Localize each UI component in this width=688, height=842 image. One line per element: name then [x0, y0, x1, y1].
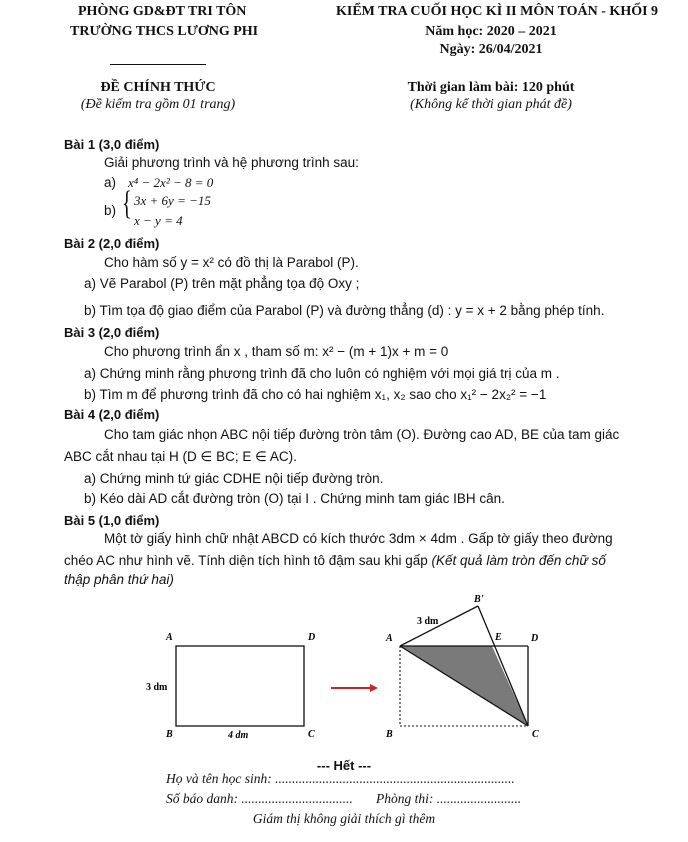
proctor-note: Giám thị không giải thích gì thêm	[252, 811, 436, 826]
exam-duration: Thời gian làm bài: 120 phút	[407, 80, 575, 95]
bai5-note-italic: (Kết quả làm tròn đến chữ số	[427, 553, 606, 568]
right-label-D: D	[531, 633, 539, 644]
dept-name: PHÒNG GD&ĐT TRI TÔN	[78, 4, 247, 19]
bai1-b-eq2: x − y = 4	[134, 213, 183, 228]
exam-title: KIỂM TRA CUỐI HỌC KÌ II MÔN TOÁN - KHỐI 9	[336, 4, 659, 19]
fold-length-label: 3 dm	[417, 616, 439, 627]
student-name-line: Họ và tên học sinh: .......................................................................	[166, 771, 515, 786]
right-label-E: E	[495, 632, 502, 643]
bai3-a: a) Chứng minh rằng phương trình đã cho luôn có nghiệm với mọi giá trị của m .	[84, 366, 560, 381]
left-bottom-length: 4 dm	[228, 730, 249, 741]
right-label-A: A	[386, 633, 393, 644]
bai2-b: b) Tìm tọa độ giao điểm của Parabol (P) và đường thẳng (d) : y = x + 2 bằng phép tính.	[84, 303, 605, 318]
bai5-line3: thập phân thứ hai)	[64, 572, 174, 587]
bai1-a-equation: x⁴ − 2x² − 8 = 0	[128, 175, 214, 190]
bai4-a: a) Chứng minh tứ giác CDHE nội tiếp đường tròn.	[84, 471, 384, 486]
bai5-line2: chéo AC như hình vẽ. Tính diện tích hình tô đậm sau khi gấp (Kết quả làm tròn đến chữ số	[64, 553, 606, 568]
exam-date: Ngày: 26/04/2021	[439, 42, 543, 57]
bai1-a-label: a)	[104, 175, 117, 190]
right-label-B: B	[386, 729, 393, 740]
bai4-intro-line2: ABC cắt nhau tại H (D ∈ BC; E ∈ AC).	[64, 449, 297, 464]
left-label-A: A	[166, 632, 173, 643]
bai1-title: Bài 1 (3,0 điểm)	[64, 137, 160, 152]
bai4-intro-line1: Cho tam giác nhọn ABC nội tiếp đường tròn tâm (O). Đường cao AD, BE của tam giác	[104, 427, 620, 442]
bai2-title: Bài 2 (2,0 điểm)	[64, 236, 160, 251]
bai5-line1: Một tờ giấy hình chữ nhật ABCD có kích thước 3dm × 4dm . Gấp tờ giấy theo đường	[104, 531, 613, 546]
bai4-b: b) Kéo dài AD cắt đường tròn (O) tại I . Chứng minh tam giác IBH cân.	[84, 491, 505, 506]
bai1-intro: Giải phương trình và hệ phương trình sau:	[104, 155, 359, 170]
end-marker: --- Hết ---	[316, 758, 372, 773]
folded-edge-AB	[400, 606, 478, 646]
candidate-number-line: Số báo danh: .................................	[166, 791, 353, 806]
duration-note: (Không kể thời gian phát đề)	[410, 97, 572, 112]
bai1-b-eq1: 3x + 6y = −15	[134, 193, 211, 208]
bai1-b-label: b)	[104, 203, 117, 218]
system-brace: {	[122, 185, 132, 222]
school-name: TRƯỜNG THCS LƯƠNG PHI	[70, 24, 259, 39]
school-year: Năm học: 2020 – 2021	[425, 24, 557, 39]
bai2-a: a) Vẽ Parabol (P) trên mặt phẳng tọa độ Oxy ;	[84, 276, 360, 291]
right-label-B-prime: B'	[474, 594, 484, 605]
official-label: ĐỀ CHÍNH THỨC	[100, 80, 216, 95]
bai2-intro: Cho hàm số y = x² có đồ thị là Parabol (P).	[104, 255, 359, 270]
right-label-C: C	[532, 729, 539, 740]
bai3-intro: Cho phương trình ẩn x , tham số m: x² − (m + 1)x + m = 0	[104, 344, 449, 359]
bai3-title: Bài 3 (2,0 điểm)	[64, 325, 160, 340]
left-label-C: C	[308, 729, 315, 740]
bai5-title: Bài 5 (1,0 điểm)	[64, 513, 160, 528]
bai4-title: Bài 4 (2,0 điểm)	[64, 407, 160, 422]
original-rectangle	[176, 646, 304, 726]
left-side-length: 3 dm	[146, 682, 168, 693]
left-label-B: B	[166, 729, 173, 740]
left-label-D: D	[308, 632, 316, 643]
bai3-b: b) Tìm m để phương trình đã cho có hai nghiệm x₁, x₂ sao cho x₁² − 2x₂² = −1	[84, 387, 547, 402]
arrow-head-icon	[370, 684, 378, 692]
pages-note: (Đề kiểm tra gồm 01 trang)	[80, 97, 236, 112]
exam-room-line: Phòng thi: .........................	[376, 791, 522, 806]
